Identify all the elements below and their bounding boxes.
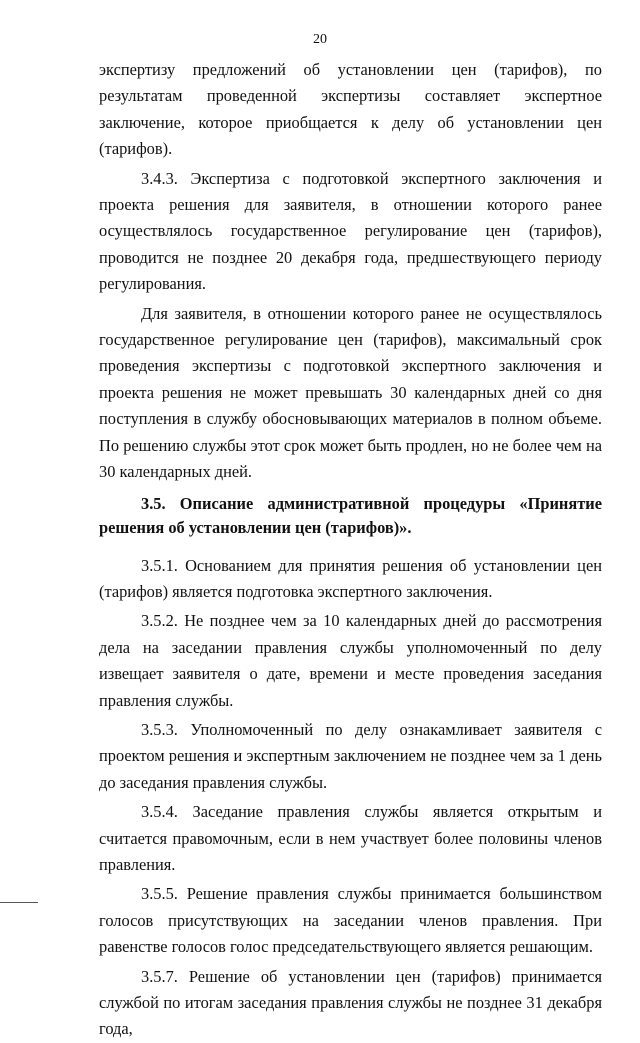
page-number: 20 <box>313 32 327 47</box>
section-heading-3-5: 3.5. Описание административной процедуры «Принятие решения об установлении цен (тарифов)». <box>99 493 602 537</box>
paragraph-3-5-3: 3.5.3. Уполномоченный по делу ознакамливает заявителя с проектом решения и экспертным заключением не позднее чем за 1 день до заседания правления службы. <box>99 719 602 792</box>
paragraph-3-5-7: 3.5.7. Решение об установлении цен (тарифов) принимается службой по итогам заседания правления службы не позднее 31 декабря года, <box>99 966 602 1039</box>
paragraph-applicant-no-prior-regulation: Для заявителя, в отношении которого ранее не осуществлялось государственное регулирование цен (тарифов), максимальный срок проведения экспертизы с подготовкой экспертного заключения и проекта решения не может превышать 30 календарных дней со дня поступления в службу обосновывающих материалов в полном объеме. По решению службы этот срок может быть продлен, но не более чем на 30 календарных дней. <box>99 303 602 482</box>
paragraph-3-5-1: 3.5.1. Основанием для принятия решения об установлении цен (тарифов) является подготовка экспертного заключения. <box>99 555 602 601</box>
paragraph-3-5-5: 3.5.5. Решение правления службы принимается большинством голосов присутствующих на заседании членов правления. При равенстве голосов голос председательствующего является решающим. <box>99 884 602 957</box>
paragraph-continuation: экспертизу предложений об установлении цен (тарифов), по результатам проведенной экспертизы составляет экспертное заключение, которое приобщается к делу об установлении цен (тарифов). <box>99 60 602 159</box>
paragraph-3-5-4: 3.5.4. Заседание правления службы является открытым и считается правомочным, если в нем участвует более половины членов правления. <box>99 802 602 874</box>
scan-edge-mark <box>0 902 38 903</box>
paragraph-3-5-2: 3.5.2. Не позднее чем за 10 календарных дней до рассмотрения дела на заседании правления службы уполномоченный по делу извещает заявителя о дате, времени и месте проведения заседания правления службы. <box>99 611 602 710</box>
paragraph-3-4-3: 3.4.3. Экспертиза с подготовкой экспертного заключения и проекта решения для заявителя, в отношении которого ранее осуществлялось государственное регулирование цен (тарифов), проводится не позднее 20 декабря года, предшествующего периоду регулирования. <box>99 168 602 294</box>
document-body <box>99 57 602 1043</box>
